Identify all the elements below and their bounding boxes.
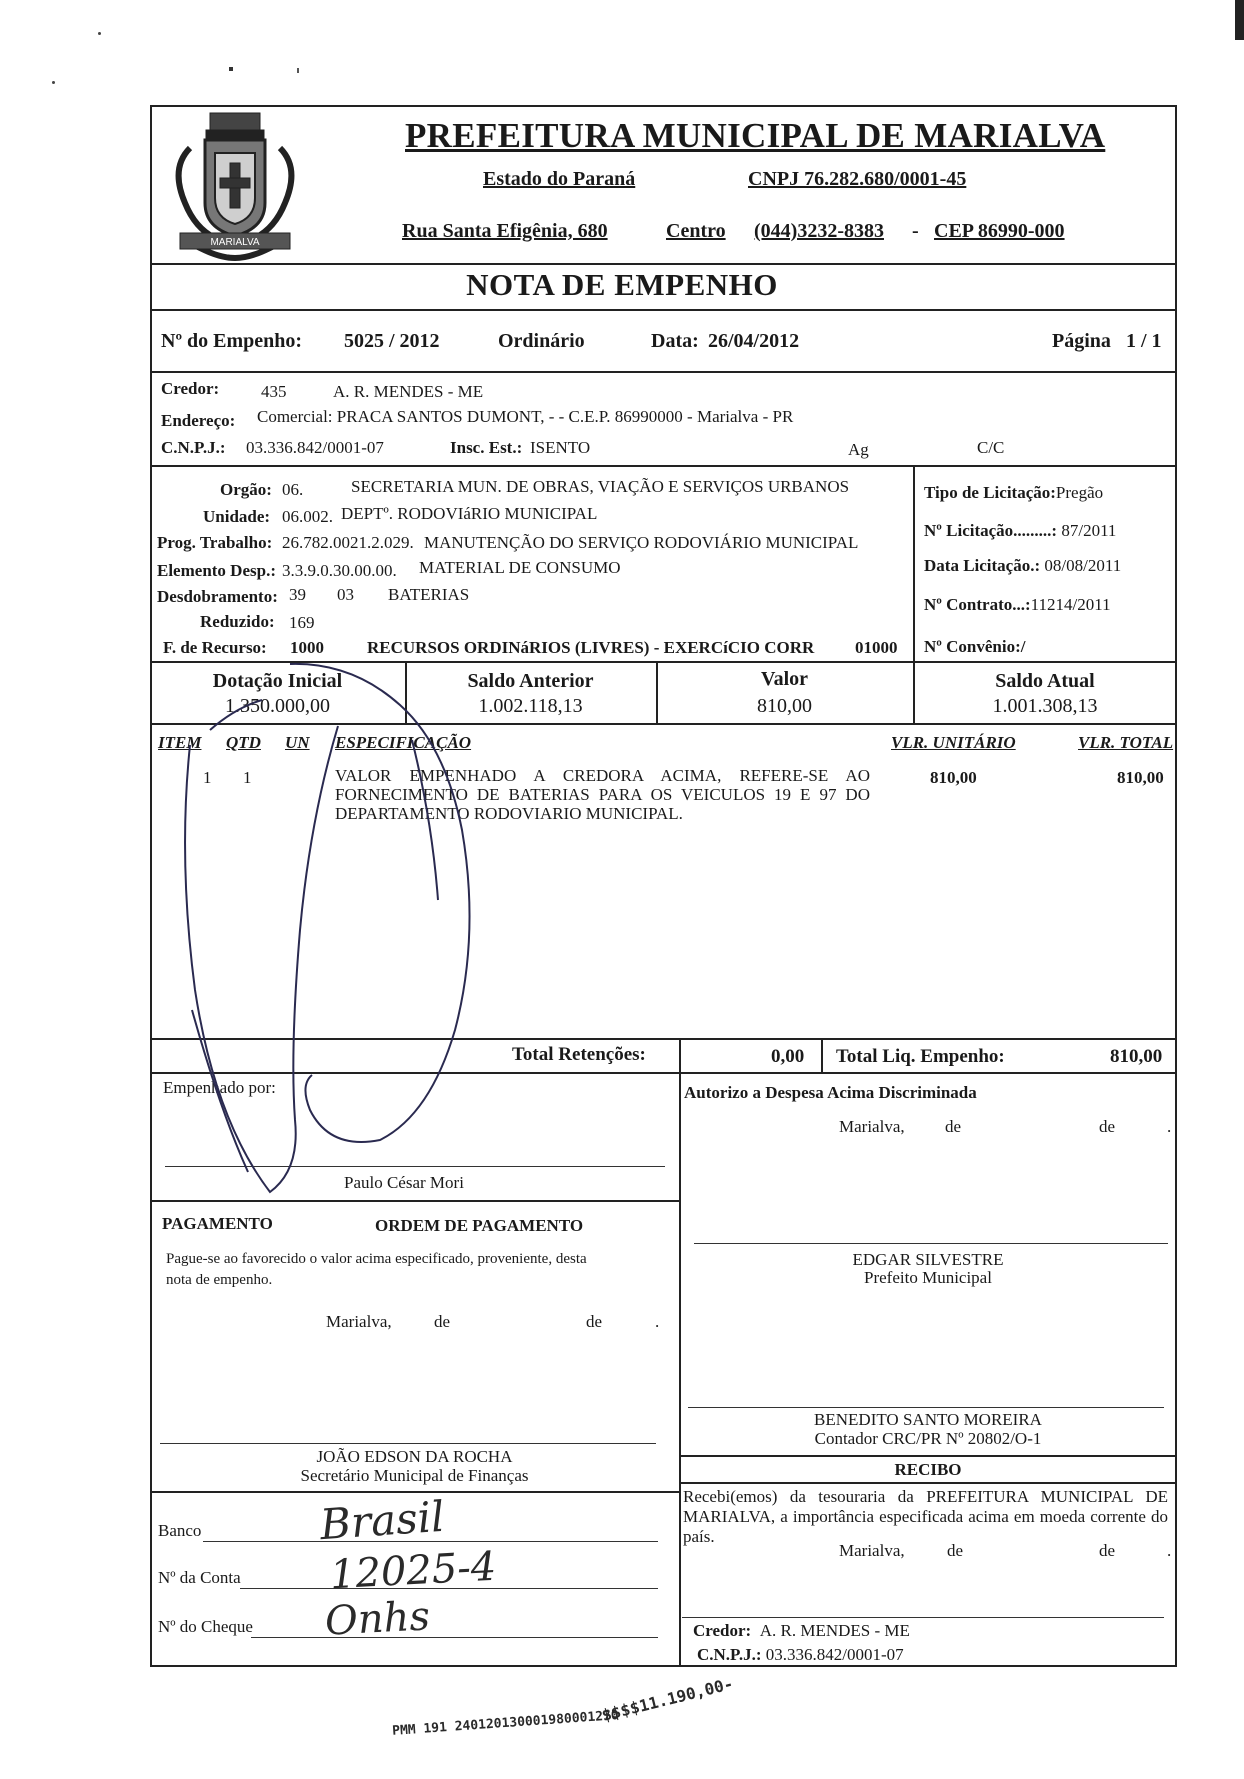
saldo-atual: 1.001.308,13 <box>992 695 1098 717</box>
saldo-anterior-label: Saldo Anterior <box>467 670 594 692</box>
empenho-data: 26/04/2012 <box>708 330 800 352</box>
item-numero: 1 <box>203 768 212 787</box>
licitacao-num-label: Nº Licitação.........: <box>924 521 1058 540</box>
item-desc-linha3: DEPARTAMENTO RODOVIARIO MUNICIPAL. <box>335 804 683 823</box>
contador-cargo: Contador CRC/PR Nº 20802/O-1 <box>814 1429 1042 1448</box>
desdobramento-cod2: 03 <box>337 585 354 604</box>
svg-text:MARIALVA: MARIALVA <box>210 237 260 248</box>
banco-label: Banco <box>158 1521 202 1540</box>
prefeitura-title: PREFEITURA MUNICIPAL DE MARIALVA <box>405 116 1106 155</box>
pagina: 1 / 1 <box>1126 330 1162 352</box>
recibo-cnpj: 03.336.842/0001-07 <box>765 1645 904 1664</box>
col-item: ITEM <box>158 733 202 752</box>
prefeito-nome: EDGAR SILVESTRE <box>852 1250 1004 1269</box>
licitacao-num: 87/2011 <box>1061 521 1117 540</box>
pagamento-de1: de <box>434 1312 451 1331</box>
recibo-linha2: MARIALVA, a importância especificada acima em moeda corrente do <box>683 1507 1168 1526</box>
estado: Estado do Paraná <box>483 168 636 190</box>
orgao-label: Orgão: <box>220 480 272 499</box>
total-liquido: 810,00 <box>1110 1046 1163 1067</box>
recibo-ponto: . <box>1167 1541 1172 1560</box>
recibo-cnpj-label: C.N.P.J.: <box>697 1645 762 1664</box>
convenio-label: Nº Convênio:/ <box>924 637 1026 656</box>
prefeitura-cnpj: CNPJ 76.282.680/0001-45 <box>748 168 967 190</box>
reduzido-label: Reduzido: <box>200 612 275 631</box>
saldo-atual-label: Saldo Atual <box>995 670 1095 692</box>
contador-nome: BENEDITO SANTO MOREIRA <box>814 1410 1042 1429</box>
recurso-nome: RECURSOS ORDINáRIOS (LIVRES) - EXERCíCIO CORR <box>367 638 815 657</box>
orgao-nome: SECRETARIA MUN. DE OBRAS, VIAÇÃO E SERVIÇOS URBANOS <box>351 477 850 496</box>
endereco-rua: Rua Santa Efigênia, 680 <box>402 220 608 242</box>
licitacao-data-label: Data Licitação.: <box>924 556 1041 575</box>
autorizo-label: Autorizo a Despesa Acima Discriminada <box>684 1083 977 1102</box>
autorizo-ponto: . <box>1167 1117 1172 1136</box>
licitacao-data: 08/08/2011 <box>1044 556 1122 575</box>
empenho-numero: 5025 / 2012 <box>344 330 440 352</box>
total-liquido-label: Total Liq. Empenho: <box>836 1046 1005 1067</box>
doc-title: NOTA DE EMPENHO <box>466 267 778 302</box>
cheque-handwritten: Onhs <box>323 1593 431 1645</box>
pagamento-marialva: Marialva, <box>326 1312 392 1331</box>
cc-label: C/C <box>977 438 1005 457</box>
recurso-numero: 01000 <box>855 638 898 657</box>
cheque-label: Nº do Cheque <box>158 1617 253 1636</box>
recibo-linha3: país. <box>683 1527 715 1546</box>
orgao-codigo: 06. <box>282 480 304 499</box>
item-vlr-total: 810,00 <box>1117 768 1164 787</box>
recibo-credor: A. R. MENDES - ME <box>759 1621 910 1640</box>
valor-label: Valor <box>760 668 809 690</box>
endereco-centro: Centro <box>666 220 726 242</box>
recibo-label: RECIBO <box>894 1460 962 1479</box>
col-vlr-unitario: VLR. UNITÁRIO <box>891 733 1016 752</box>
unidade-nome: DEPTº. RODOVIáRIO MUNICIPAL <box>341 504 598 523</box>
secretario-nome: JOÃO EDSON DA ROCHA <box>316 1447 513 1466</box>
unidade-codigo: 06.002. <box>282 507 333 526</box>
prog-codigo: 26.782.0021.2.029. <box>282 533 414 552</box>
elemento-codigo: 3.3.9.0.30.00.00. <box>282 561 397 580</box>
col-un: UN <box>285 733 310 752</box>
conta-label: Nº da Conta <box>158 1568 241 1587</box>
total-retencoes: 0,00 <box>771 1046 805 1067</box>
pagamento-texto1: Pague-se ao favorecido o valor acima especificado, proveniente, desta <box>166 1251 587 1267</box>
bank-stamp-valor: $$$$11.190,00- <box>599 1673 736 1726</box>
recibo-de2: de <box>1099 1541 1116 1560</box>
item-qtd: 1 <box>243 768 252 787</box>
pagamento-texto2: nota de empenho. <box>166 1272 273 1288</box>
recurso-codigo: 1000 <box>290 638 324 657</box>
unidade-label: Unidade: <box>203 507 271 526</box>
banco-handwritten: Brasil <box>318 1491 446 1550</box>
bank-stamp-codigo: PMM 191 240120130001980001270 <box>391 1708 620 1739</box>
col-especificacao: ESPECIFICAÇÃO <box>335 733 472 752</box>
recibo-linha1: Recebi(emos) da tesouraria da PREFEITURA MUNICIPAL DE <box>683 1487 1168 1506</box>
insc-label: Insc. Est.: <box>450 438 523 457</box>
credor-insc: ISENTO <box>530 438 591 457</box>
pagamento-ponto: . <box>655 1312 660 1331</box>
dotacao-inicial-label: Dotação Inicial <box>212 670 343 692</box>
conta-handwritten: 12025-4 <box>328 1543 498 1599</box>
empenho-tipo: Ordinário <box>498 330 585 352</box>
col-vlr-total: VLR. TOTAL <box>1078 733 1174 752</box>
autorizo-de1: de <box>945 1117 962 1136</box>
cep: CEP 86990-000 <box>934 220 1065 242</box>
item-desc-linha1: VALOR EMPENHADO A CREDORA ACIMA, REFERE-SE AO <box>335 766 870 785</box>
empenho-numero-label: Nº do Empenho: <box>161 330 303 352</box>
saldo-anterior: 1.002.118,13 <box>478 695 583 717</box>
contrato: 11214/2011 <box>1030 595 1111 614</box>
secretario-cargo: Secretário Municipal de Finanças <box>300 1466 529 1485</box>
licitacao-tipo-label: Tipo de Licitação:Pregão <box>924 483 1104 502</box>
desdobramento-nome: BATERIAS <box>388 585 470 604</box>
item-vlr-unitario: 810,00 <box>930 768 977 787</box>
elemento-label: Elemento Desp.: <box>157 561 276 580</box>
contrato-label: Nº Contrato...: <box>924 595 1031 614</box>
total-retencoes-label: Total Retenções: <box>512 1044 646 1065</box>
autorizo-marialva: Marialva, <box>839 1117 905 1136</box>
desdobramento-cod1: 39 <box>289 585 306 604</box>
prog-nome: MANUTENÇÃO DO SERVIÇO RODOVIÁRIO MUNICIPAL <box>424 533 859 552</box>
autorizo-de2: de <box>1099 1117 1116 1136</box>
item-desc-linha2: FORNECIMENTO DE BATERIAS PARA OS VEICULOS 19 E 97 DO <box>335 785 870 804</box>
desdobramento-label: Desdobramento: <box>157 587 278 606</box>
credor-label: Credor: <box>161 379 220 398</box>
pagamento-de2: de <box>586 1312 603 1331</box>
recibo-marialva: Marialva, <box>839 1541 905 1560</box>
separador: - <box>912 220 919 242</box>
licitacao-tipo: Pregão <box>1055 483 1104 502</box>
recibo-de1: de <box>947 1541 964 1560</box>
empenho-data-label: Data: <box>651 330 699 352</box>
reduzido: 169 <box>289 613 315 632</box>
pagamento-label: PAGAMENTO <box>162 1214 273 1233</box>
credor-codigo: 435 <box>261 382 287 401</box>
valor: 810,00 <box>757 695 812 717</box>
credor-endereco: Comercial: PRACA SANTOS DUMONT, - - C.E.P. 86990000 - Marialva - PR <box>257 407 794 426</box>
empenhado-por-label: Empenhado por: <box>163 1078 276 1097</box>
col-qtd: QTD <box>226 733 261 752</box>
credor-cnpj: 03.336.842/0001-07 <box>246 438 384 457</box>
dotacao-inicial: 1.350.000,00 <box>225 695 330 717</box>
telefone: (044)3232-8383 <box>754 220 884 242</box>
empenhado-nome: Paulo César Mori <box>344 1173 464 1192</box>
recurso-label: F. de Recurso: <box>163 638 267 657</box>
ordem-pagamento-label: ORDEM DE PAGAMENTO <box>375 1216 584 1235</box>
elemento-nome: MATERIAL DE CONSUMO <box>419 558 621 577</box>
cnpj-label: C.N.P.J.: <box>161 438 226 457</box>
ag-label: Ag <box>848 440 869 459</box>
credor-nome: A. R. MENDES - ME <box>333 382 484 401</box>
recibo-credor-label: Credor: <box>693 1621 752 1640</box>
pagina-label: Página <box>1052 330 1111 352</box>
endereco-label: Endereço: <box>161 411 236 430</box>
prog-label: Prog. Trabalho: <box>157 533 273 552</box>
prefeito-cargo: Prefeito Municipal <box>864 1268 992 1287</box>
